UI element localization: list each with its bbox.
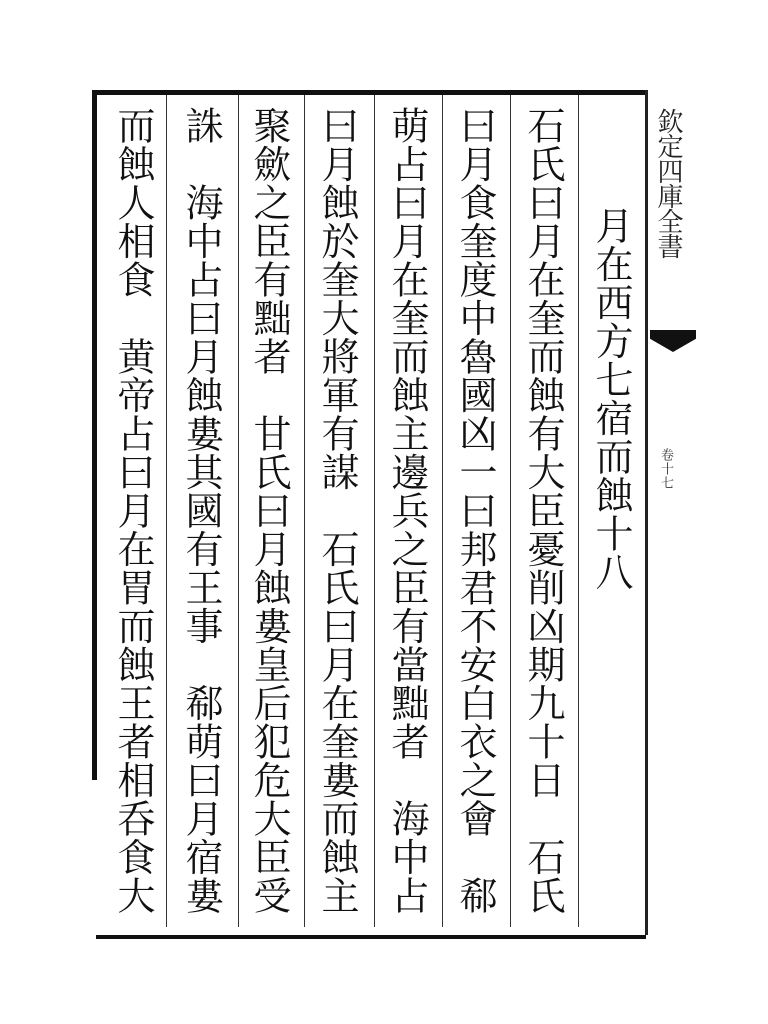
margin-volume-number: 卷十七 xyxy=(658,448,673,490)
fish-tail-mark xyxy=(650,330,696,352)
column-rule xyxy=(374,95,375,927)
margin-book-title: 欽定四庫全書 xyxy=(653,108,683,258)
section-heading: 月在西方七宿而蝕十八 xyxy=(589,206,633,591)
column-rule xyxy=(238,95,239,927)
column-rule xyxy=(578,95,579,927)
column-rule xyxy=(166,95,167,927)
text-column: 曰月食奎度中魯國凶一曰邦君不安白衣之會 郗 xyxy=(453,106,497,915)
text-column: 石氏曰月在奎而蝕有大臣憂削凶期九十日 石氏 xyxy=(521,106,565,915)
text-column: 誅 海中占曰月蝕婁其國有王事 郗萌曰月宿婁 xyxy=(179,106,223,915)
text-column: 聚歛之臣有黜者 甘氏曰月蝕婁皇后犯危大臣受 xyxy=(247,106,291,915)
text-column: 曰月蝕於奎大將軍有謀 石氏曰月在奎婁而蝕主 xyxy=(315,106,359,915)
column-rule xyxy=(442,95,443,927)
column-rule xyxy=(304,95,305,927)
frame-left-rule xyxy=(92,90,97,780)
text-column: 萌占曰月在奎而蝕主邊兵之臣有當黜者 海中占 xyxy=(385,106,429,915)
column-rule xyxy=(510,95,511,927)
frame-right-rule xyxy=(645,90,648,935)
text-column: 而蝕人相食 黄帝占曰月在胃而蝕王者相呑食大 xyxy=(111,106,155,915)
